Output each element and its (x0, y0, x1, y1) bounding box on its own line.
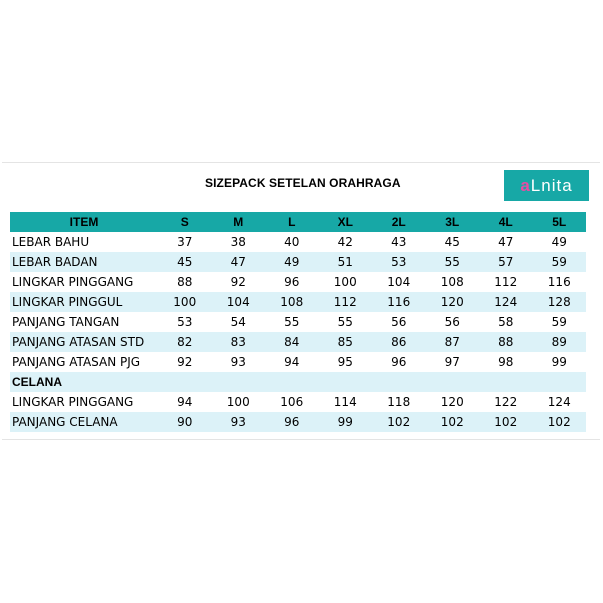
table-cell: 54 (230, 315, 246, 329)
table-cell (533, 372, 587, 392)
chart-title: SIZEPACK SETELAN ORAHRAGA (205, 176, 401, 190)
table-cell: 85 (319, 332, 373, 352)
table-cell: 55 (337, 315, 353, 329)
table-row (10, 332, 586, 352)
table-row (10, 312, 586, 332)
table-cell: 90 (158, 412, 212, 432)
table-cell: 100 (226, 395, 250, 409)
table-row (10, 352, 586, 372)
table-cell: 58 (498, 315, 514, 329)
table-row (10, 272, 586, 292)
table-cell: 106 (280, 395, 304, 409)
table-cell: 59 (533, 252, 587, 272)
table-cell: 38 (230, 235, 246, 249)
table-cell: 100 (333, 275, 357, 289)
table-cell: 86 (372, 332, 426, 352)
table-row (10, 392, 586, 412)
table-cell: 47 (212, 252, 266, 272)
table-cell: 88 (177, 275, 193, 289)
table-cell: 95 (337, 355, 353, 369)
table-cell: 104 (212, 292, 266, 312)
table-cell: 83 (212, 332, 266, 352)
row-label: LINGKAR PINGGUL (10, 292, 158, 312)
table-cell: 40 (284, 235, 300, 249)
table-cell: 120 (440, 395, 464, 409)
table-row (10, 412, 586, 432)
table-cell: 116 (372, 292, 426, 312)
table-cell: 99 (319, 412, 373, 432)
row-label: PANJANG ATASAN PJG (12, 355, 141, 369)
table-cell: 112 (319, 292, 373, 312)
table-cell: 102 (533, 412, 587, 432)
table-cell: 102 (479, 412, 533, 432)
table-cell (372, 372, 426, 392)
table-cell: 87 (426, 332, 480, 352)
header-cell: XL (319, 212, 373, 232)
table-cell (426, 372, 480, 392)
table-cell: 100 (158, 292, 212, 312)
row-label: PANJANG CELANA (10, 412, 158, 432)
table-row (10, 292, 586, 312)
table-cell: 96 (391, 355, 407, 369)
brand-logo-accent: a (520, 175, 531, 195)
table-cell: 49 (551, 235, 567, 249)
table-section-row (10, 372, 586, 392)
section-label: CELANA (10, 372, 158, 392)
table-cell: 56 (444, 315, 460, 329)
table-cell: 96 (284, 275, 300, 289)
header-cell: S (158, 212, 212, 232)
table-cell: 53 (177, 315, 193, 329)
table-header-row (10, 212, 586, 232)
table-cell: 88 (479, 332, 533, 352)
table-cell: 93 (212, 412, 266, 432)
table-cell: 43 (391, 235, 407, 249)
header-cell: M (212, 212, 266, 232)
table-cell: 55 (284, 315, 300, 329)
table-cell: 42 (337, 235, 353, 249)
table-cell (212, 372, 266, 392)
table-cell: 96 (265, 412, 319, 432)
table-cell: 102 (372, 412, 426, 432)
header-cell: L (265, 212, 319, 232)
header-cell: 4L (479, 212, 533, 232)
table-row (10, 232, 586, 252)
table-cell: 104 (387, 275, 411, 289)
table-cell: 108 (265, 292, 319, 312)
header-cell: 2L (372, 212, 426, 232)
table-cell: 116 (547, 275, 571, 289)
table-cell: 94 (284, 355, 300, 369)
size-table (10, 212, 586, 432)
table-cell: 128 (533, 292, 587, 312)
table-row (10, 252, 586, 272)
table-cell (319, 372, 373, 392)
table-cell: 98 (498, 355, 514, 369)
table-cell: 97 (444, 355, 460, 369)
table-cell: 45 (158, 252, 212, 272)
table-cell: 124 (547, 395, 571, 409)
row-label: PANJANG ATASAN STD (10, 332, 158, 352)
table-cell: 102 (426, 412, 480, 432)
row-label: LINGKAR PINGGANG (12, 275, 134, 289)
table-cell (479, 372, 533, 392)
table-cell: 49 (265, 252, 319, 272)
table-cell: 57 (479, 252, 533, 272)
table-cell: 114 (333, 395, 357, 409)
table-cell (158, 372, 212, 392)
table-cell: 122 (494, 395, 518, 409)
brand-logo (504, 170, 589, 201)
table-cell: 112 (494, 275, 518, 289)
table-cell: 92 (177, 355, 193, 369)
table-cell: 56 (391, 315, 407, 329)
table-cell: 47 (498, 235, 514, 249)
table-cell: 118 (387, 395, 411, 409)
table-cell: 99 (551, 355, 567, 369)
header-cell: ITEM (10, 212, 158, 232)
table-cell: 53 (372, 252, 426, 272)
table-cell: 45 (444, 235, 460, 249)
table-cell: 89 (533, 332, 587, 352)
table-cell: 59 (551, 315, 567, 329)
brand-logo-text (520, 176, 572, 196)
table-cell: 82 (158, 332, 212, 352)
table-cell: 94 (177, 395, 193, 409)
table-cell (265, 372, 319, 392)
table-cell: 55 (426, 252, 480, 272)
brand-logo-rest: Lnita (530, 175, 573, 195)
table-cell: 92 (230, 275, 246, 289)
table-cell: 124 (479, 292, 533, 312)
header-cell: 3L (426, 212, 480, 232)
table-cell: 84 (265, 332, 319, 352)
table-cell: 120 (426, 292, 480, 312)
table-cell: 108 (440, 275, 464, 289)
row-label: LEBAR BADAN (10, 252, 158, 272)
header-cell: 5L (533, 212, 587, 232)
table-cell: 93 (230, 355, 246, 369)
table-cell: 37 (177, 235, 193, 249)
table-cell: 51 (319, 252, 373, 272)
row-label: LEBAR BAHU (12, 235, 90, 249)
row-label: LINGKAR PINGGANG (12, 395, 134, 409)
table-body (10, 232, 586, 432)
row-label: PANJANG TANGAN (12, 315, 120, 329)
